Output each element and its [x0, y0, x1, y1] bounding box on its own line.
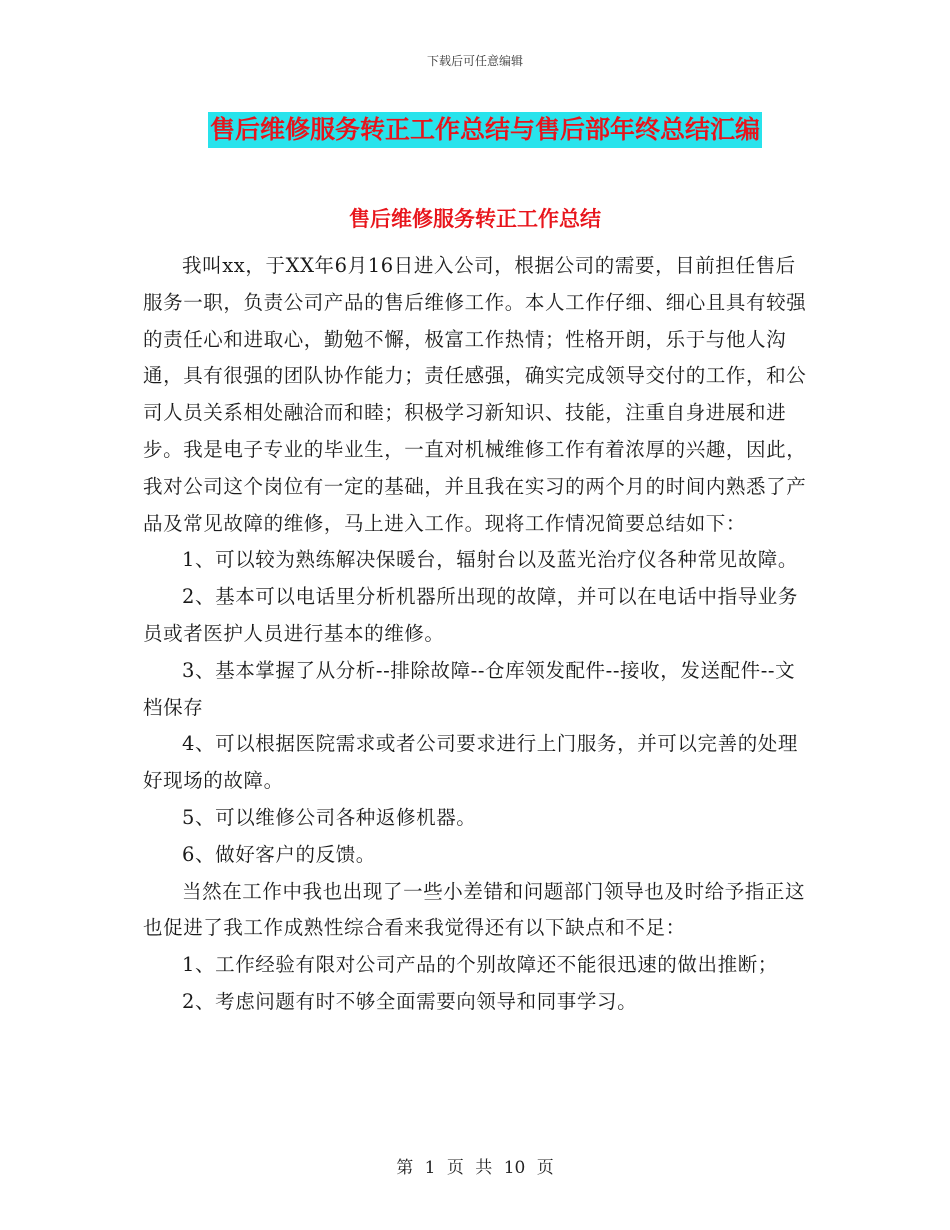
paragraph-shortcoming-1: 1、工作经验有限对公司产品的个别故障还不能很迅速的做出推断； [182, 953, 778, 977]
paragraph-intro: 我叫xx，于XX年6月16日进入公司，根据公司的需要，目前担任售后服务一职，负责公司产品的售后维修工作。本人工作仔细、细心且具有较强的责任心和进取心，勤勉不懈，极富工作热情；性格开朗，乐于与他人沟通，具有很强的团队协作能力；责任感强，确实完成领导交付的工作，和公司人员关系相处融洽而和睦；积极学习新知识、技能，注重自身进展和进步。我是电子专业的毕业生，一直对机械维修工作有着浓厚的兴趣，因此，我对公司这个岗位有一定的基础，并且我在实习的两个月的时间内熟悉了产品及常见故障的维修，马上进入工作。现将工作情况简要总结如下： [143, 254, 807, 535]
paragraph-shortcomings: 当然在工作中我也出现了一些小差错和问题部门领导也及时给予指正这也促进了我工作成熟性综合看来我觉得还有以下缺点和不足： [143, 879, 806, 940]
paragraph-item-5: 5、可以维修公司各种返修机器。 [182, 805, 477, 829]
document-title: 售后维修服务转正工作总结与售后部年终总结汇编 [208, 112, 762, 148]
page-number: 第 1 页 共 10 页 [396, 1158, 554, 1178]
paragraph-item-1: 1、可以较为熟练解决保暖台，辐射台以及蓝光治疗仪各种常见故障。 [182, 548, 799, 572]
header-note: 下载后可任意编辑 [426, 54, 523, 68]
paragraph-item-4: 4、可以根据医院需求或者公司要求进行上门服务，并可以完善的处理好现场的故障。 [143, 732, 799, 793]
paragraph-item-6: 6、做好客户的反馈。 [182, 842, 376, 866]
document-body [143, 248, 811, 1021]
paragraph-shortcoming-2: 2、考虑问题有时不够全面需要向领导和同事学习。 [182, 989, 638, 1013]
paragraph-item-3: 3、基本掌握了从分析--排除故障--仓库领发配件--接收，发送配件--文档保存 [143, 658, 796, 719]
section-title: 售后维修服务转正工作总结 [349, 207, 601, 231]
paragraph-item-2: 2、基本可以电话里分析机器所出现的故障，并可以在电话中指导业务员或者医护人员进行基本的维修。 [143, 585, 799, 645]
